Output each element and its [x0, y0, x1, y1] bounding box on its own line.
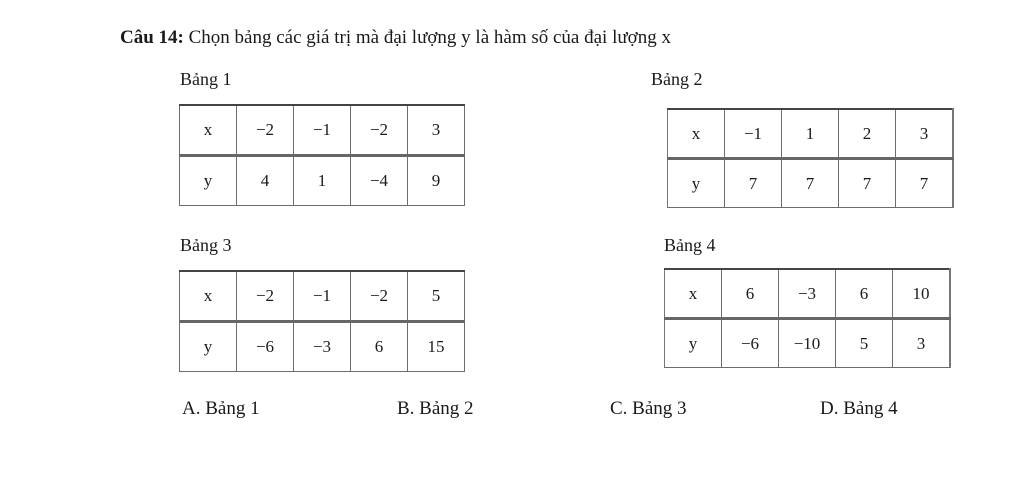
table-cell: 6 — [351, 322, 408, 372]
row-header: x — [668, 109, 725, 159]
row-header: y — [180, 156, 237, 206]
table-3 — [179, 270, 465, 372]
table-2-label: Bảng 2 — [651, 69, 703, 89]
table-row-y — [668, 159, 954, 208]
table-cell: −2 — [237, 105, 294, 156]
table-cell: 2 — [839, 109, 896, 159]
table-cell: 7 — [839, 159, 896, 208]
table-cell: −1 — [294, 271, 351, 322]
table-cell: 1 — [782, 109, 839, 159]
table-cell: 7 — [782, 159, 839, 208]
table-1 — [179, 104, 465, 206]
table-cell: −3 — [779, 269, 836, 319]
table-cell: 5 — [836, 319, 893, 368]
table-4 — [664, 268, 951, 368]
table-cell: −10 — [779, 319, 836, 368]
table-cell: 7 — [896, 159, 954, 208]
table-row-y — [665, 319, 951, 368]
table-cell: 15 — [408, 322, 465, 372]
option-c[interactable]: C. Bảng 3 — [610, 398, 687, 419]
table-cell: −4 — [351, 156, 408, 206]
table-cell: 1 — [294, 156, 351, 206]
table-row-y — [180, 322, 465, 372]
table-cell: 4 — [237, 156, 294, 206]
table-cell: 9 — [408, 156, 465, 206]
table-cell: −1 — [294, 105, 351, 156]
table-cell: −2 — [351, 271, 408, 322]
table-cell: 7 — [725, 159, 782, 208]
table-cell: −6 — [237, 322, 294, 372]
table-cell: 6 — [836, 269, 893, 319]
row-header: y — [665, 319, 722, 368]
option-a[interactable]: A. Bảng 1 — [182, 398, 260, 419]
question-number: Câu 14: — [120, 27, 184, 48]
table-cell: −3 — [294, 322, 351, 372]
row-header: y — [668, 159, 725, 208]
table-cell: 10 — [893, 269, 951, 319]
table-cell: −2 — [351, 105, 408, 156]
table-cell: 6 — [722, 269, 779, 319]
table-row-y — [180, 156, 465, 206]
question-text — [120, 27, 671, 49]
table-row-x — [180, 105, 465, 156]
table-row-x — [180, 271, 465, 322]
table-cell: −1 — [725, 109, 782, 159]
table-cell: 3 — [408, 105, 465, 156]
table-cell: 3 — [896, 109, 954, 159]
table-4-label: Bảng 4 — [664, 235, 716, 255]
table-1-label: Bảng 1 — [180, 69, 232, 89]
table-row-x — [668, 109, 954, 159]
table-cell: 3 — [893, 319, 951, 368]
table-row-x — [665, 269, 951, 319]
table-cell: 5 — [408, 271, 465, 322]
row-header: x — [180, 271, 237, 322]
table-3-label: Bảng 3 — [180, 235, 232, 255]
table-cell: −2 — [237, 271, 294, 322]
option-b[interactable]: B. Bảng 2 — [397, 398, 474, 419]
question-body: Chọn bảng các giá trị mà đại lượng y là hàm số của đại lượng x — [183, 27, 671, 48]
row-header: y — [180, 322, 237, 372]
table-cell: −6 — [722, 319, 779, 368]
option-d[interactable]: D. Bảng 4 — [820, 398, 898, 419]
row-header: x — [180, 105, 237, 156]
row-header: x — [665, 269, 722, 319]
table-2 — [667, 108, 954, 208]
